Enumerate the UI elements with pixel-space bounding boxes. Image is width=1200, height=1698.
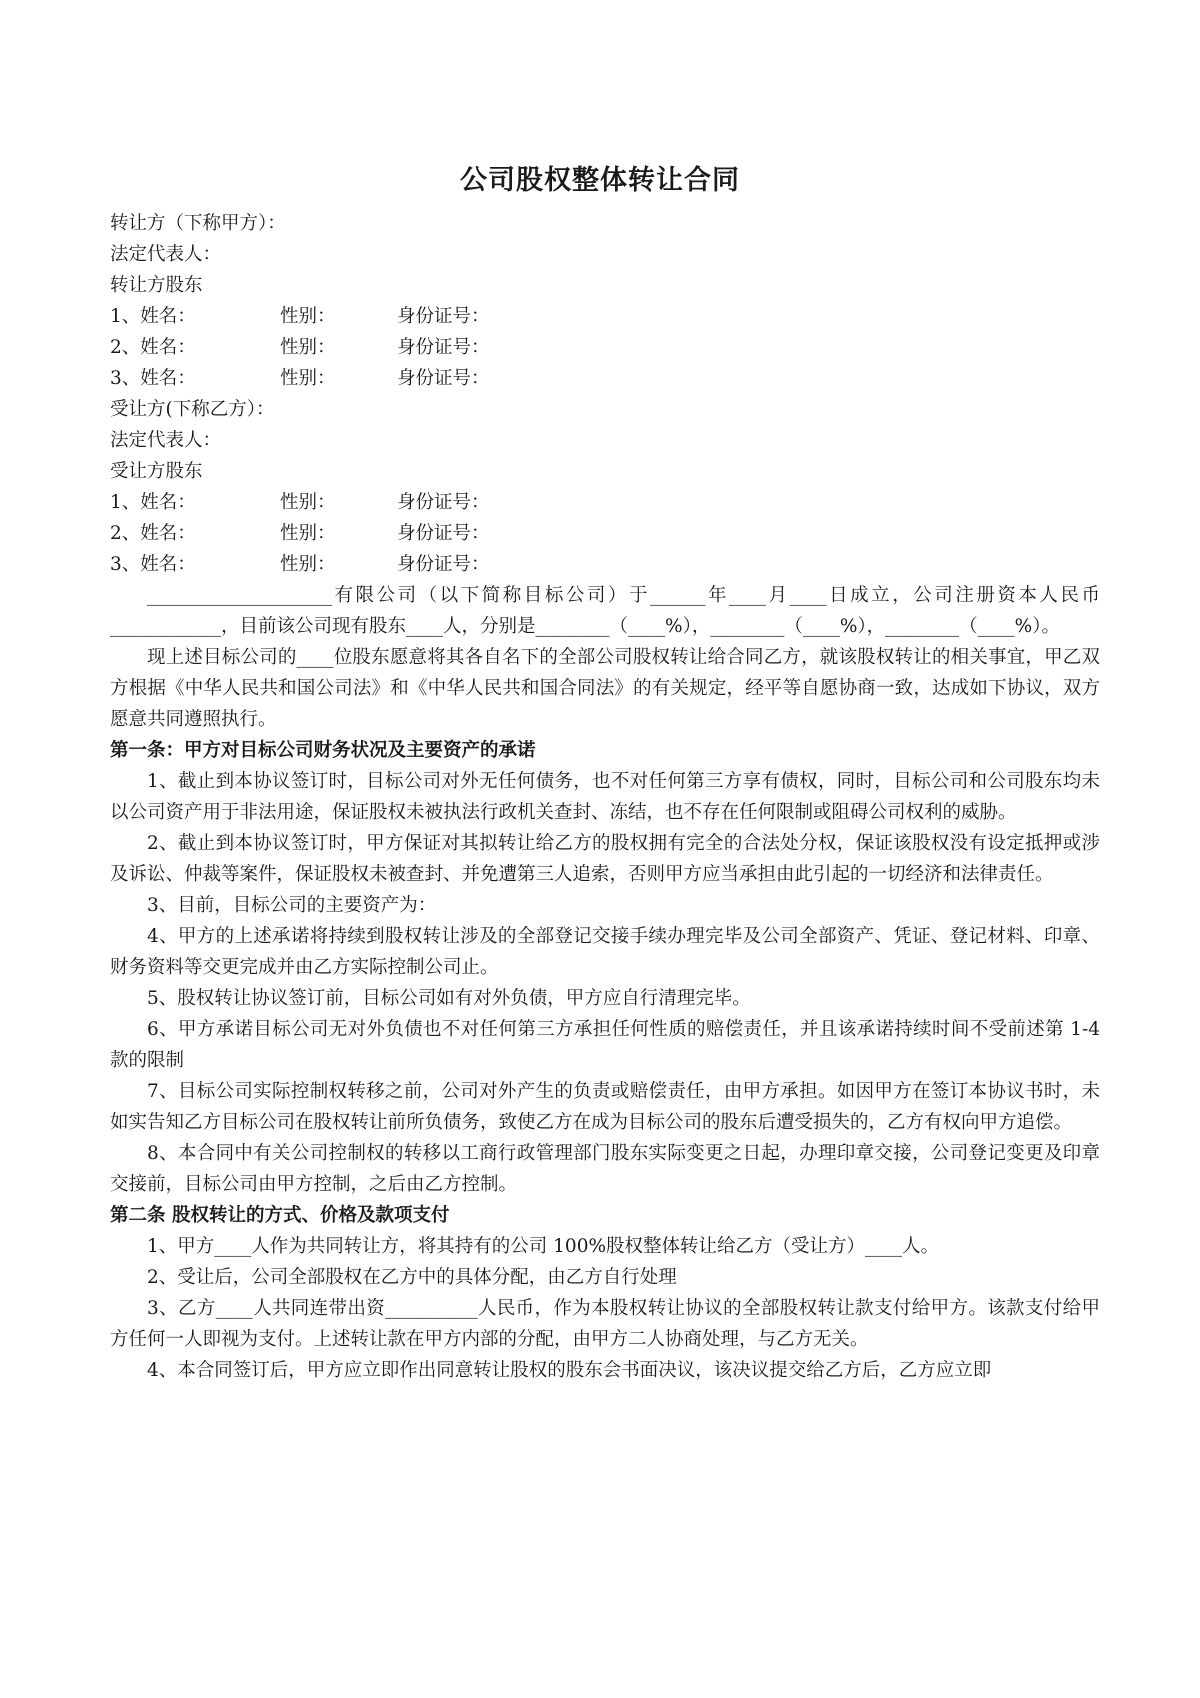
shareholder-name-field: 1、姓名： <box>110 492 196 513</box>
transferor-shareholder-row <box>110 363 1100 394</box>
article-1-clause: 4、甲方的上述承诺将持续到股权转让涉及的全部登记交接手续办理完毕及公司全部资产、凭证、登记材料、印章、财务资料等交更完成并由乙方实际控制公司止。 <box>110 926 1100 978</box>
document-title: 公司股权整体转让合同 <box>460 165 740 196</box>
transferee-shareholder-row <box>110 487 1100 518</box>
shareholder-sex-field: 性别： <box>280 306 336 327</box>
shareholder-name-field: 2、姓名： <box>110 523 196 544</box>
shareholder-name-field: 1、姓名： <box>110 306 196 327</box>
intro-company-paragraph: ____________________有限公司（以下简称目标公司）于______年____月____日成立，公司注册资本人民币____________，目前该公司现有股东____人，分别是________（____%），________（____%），________（____%）。 <box>110 585 1100 637</box>
transferor-shareholder-row <box>110 301 1100 332</box>
intro-agreement-paragraph: 现上述目标公司的____位股东愿意将其各自名下的全部公司股权转让给合同乙方，就该股权转让的相关事宜，甲乙双方根据《中华人民共和国公司法》和《中华人民共和国合同法》的有关规定，经平等自愿协商一致，达成如下协议，双方愿意共同遵照执行。 <box>110 647 1100 730</box>
shareholder-id-field: 身份证号： <box>397 306 490 327</box>
transferee-shareholder-row <box>110 518 1100 549</box>
transferor-shareholders-label: 转让方股东 <box>110 275 203 296</box>
article-1-heading: 第一条：甲方对目标公司财务状况及主要资产的承诺 <box>110 740 536 761</box>
shareholder-id-field: 身份证号： <box>397 492 490 513</box>
article-1-clause: 1、截止到本协议签订时，目标公司对外无任何债务，也不对任何第三方享有债权，同时，目标公司和公司股东均未以公司资产用于非法用途，保证股权未被执法行政机关查封、冻结，也不存在任何限制或阻碍公司权利的威胁。 <box>110 771 1100 823</box>
article-1-clause: 2、截止到本协议签订时，甲方保证对其拟转让给乙方的股权拥有完全的合法处分权，保证该股权没有设定抵押或涉及诉讼、仲裁等案件，保证股权未被查封、并免遭第三人追索，否则甲方应当承担由此引起的一切经济和法律责任。 <box>110 833 1100 885</box>
article-2-heading: 第二条 股权转让的方式、价格及款项支付 <box>110 1205 450 1226</box>
shareholder-sex-field: 性别： <box>280 554 336 575</box>
transferor-shareholder-row <box>110 332 1100 363</box>
shareholder-name-field: 3、姓名： <box>110 554 196 575</box>
transferee-shareholder-row <box>110 549 1100 580</box>
shareholder-id-field: 身份证号： <box>397 523 490 544</box>
transferor-rep: 法定代表人： <box>110 244 222 265</box>
article-2-clause: 4、本合同签订后，甲方应立即作出同意转让股权的股东会书面决议，该决议提交给乙方后，乙方应立即 <box>147 1360 992 1381</box>
article-1-clause: 3、目前，目标公司的主要资产为： <box>147 895 437 916</box>
shareholder-sex-field: 性别： <box>280 337 336 358</box>
shareholder-sex-field: 性别： <box>280 368 336 389</box>
document-body <box>110 208 1100 1386</box>
shareholder-id-field: 身份证号： <box>397 337 490 358</box>
transferor-label: 转让方（下称甲方）： <box>110 213 286 234</box>
shareholder-name-field: 2、姓名： <box>110 337 196 358</box>
article-2-clause: 2、受让后，公司全部股权在乙方中的具体分配，由乙方自行处理 <box>147 1267 677 1288</box>
article-2-clause: 1、甲方____人作为共同转让方，将其持有的公司 100%股权整体转让给乙方（受让方）____人。 <box>147 1236 940 1257</box>
article-1-clause: 7、目标公司实际控制权转移之前，公司对外产生的负责或赔偿责任，由甲方承担。如因甲方在签订本协议书时，未如实告知乙方目标公司在股权转让前所负债务，致使乙方在成为目标公司的股东后遭受损失的，乙方有权向甲方追偿。 <box>110 1081 1100 1133</box>
article-1-clause: 8、本合同中有关公司控制权的转移以工商行政管理部门股东实际变更之日起，办理印章交接，公司登记变更及印章交接前，目标公司由甲方控制，之后由乙方控制。 <box>110 1143 1100 1195</box>
shareholder-sex-field: 性别： <box>280 492 336 513</box>
transferee-rep: 法定代表人： <box>110 430 222 451</box>
article-1-clause: 5、股权转让协议签订前，目标公司如有对外负债，甲方应自行清理完毕。 <box>147 988 751 1009</box>
transferee-label: 受让方(下称乙方）： <box>110 399 275 420</box>
transferee-shareholders-label: 受让方股东 <box>110 461 203 482</box>
article-1-clause: 6、甲方承诺目标公司无对外负债也不对任何第三方承担任何性质的赔偿责任，并且该承诺持续时间不受前述第 1-4 款的限制 <box>110 1019 1100 1071</box>
shareholder-id-field: 身份证号： <box>397 368 490 389</box>
shareholder-sex-field: 性别： <box>280 523 336 544</box>
shareholder-id-field: 身份证号： <box>397 554 490 575</box>
article-2-clause: 3、乙方____人共同连带出资__________人民币，作为本股权转让协议的全部股权转让款支付给甲方。该款支付给甲方任何一人即视为支付。上述转让款在甲方内部的分配，由甲方二人协商处理，与乙方无关。 <box>110 1298 1100 1350</box>
shareholder-name-field: 3、姓名： <box>110 368 196 389</box>
